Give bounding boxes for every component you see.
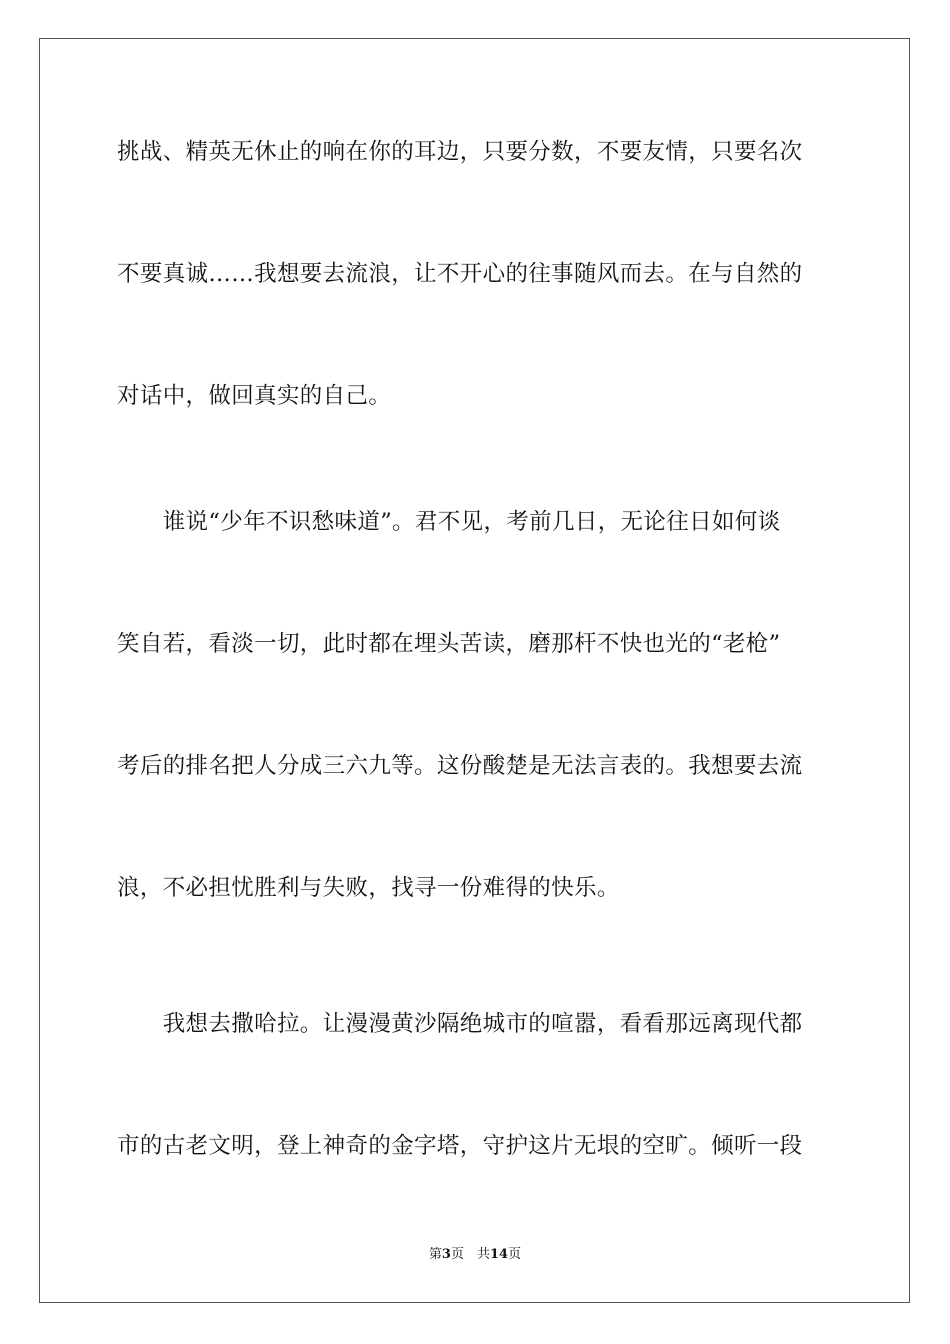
text-line: 浪，不必担忧胜利与失败，找寻一份难得的快乐。 — [117, 875, 620, 901]
text-line: 考后的排名把人分成三六九等。这份酸楚是无法言表的。我想要去流 — [117, 753, 803, 779]
text-line: 市的古老文明，登上神奇的金字塔，守护这片无垠的空旷。倾听一段 — [117, 1133, 803, 1159]
footer-page-suffix: 页 共 — [450, 1247, 490, 1262]
text-line: 笑自若，看淡一切，此时都在埋头苦读，磨那杆不快也光的“老枪” — [117, 631, 781, 657]
footer-page-prefix: 第 — [428, 1247, 442, 1262]
footer-total-suffix: 页 — [508, 1247, 522, 1262]
footer-page-number: 3 — [441, 1247, 451, 1262]
text-line: 对话中，做回真实的自己。 — [117, 383, 392, 409]
text-line: 我想去撒哈拉。让漫漫黄沙隔绝城市的喧嚣，看看那远离现代都 — [117, 1011, 803, 1037]
footer-total-pages: 14 — [489, 1247, 509, 1262]
text-line: 不要真诚……我想要去流浪，让不开心的往事随风而去。在与自然的 — [117, 261, 803, 287]
page-footer — [0, 1246, 950, 1264]
page-border — [39, 38, 910, 1303]
text-line: 谁说“少年不识愁味道”。君不见，考前几日，无论往日如何谈 — [117, 509, 781, 535]
text-line: 挑战、精英无休止的响在你的耳边，只要分数，不要友情，只要名次 — [117, 139, 803, 165]
